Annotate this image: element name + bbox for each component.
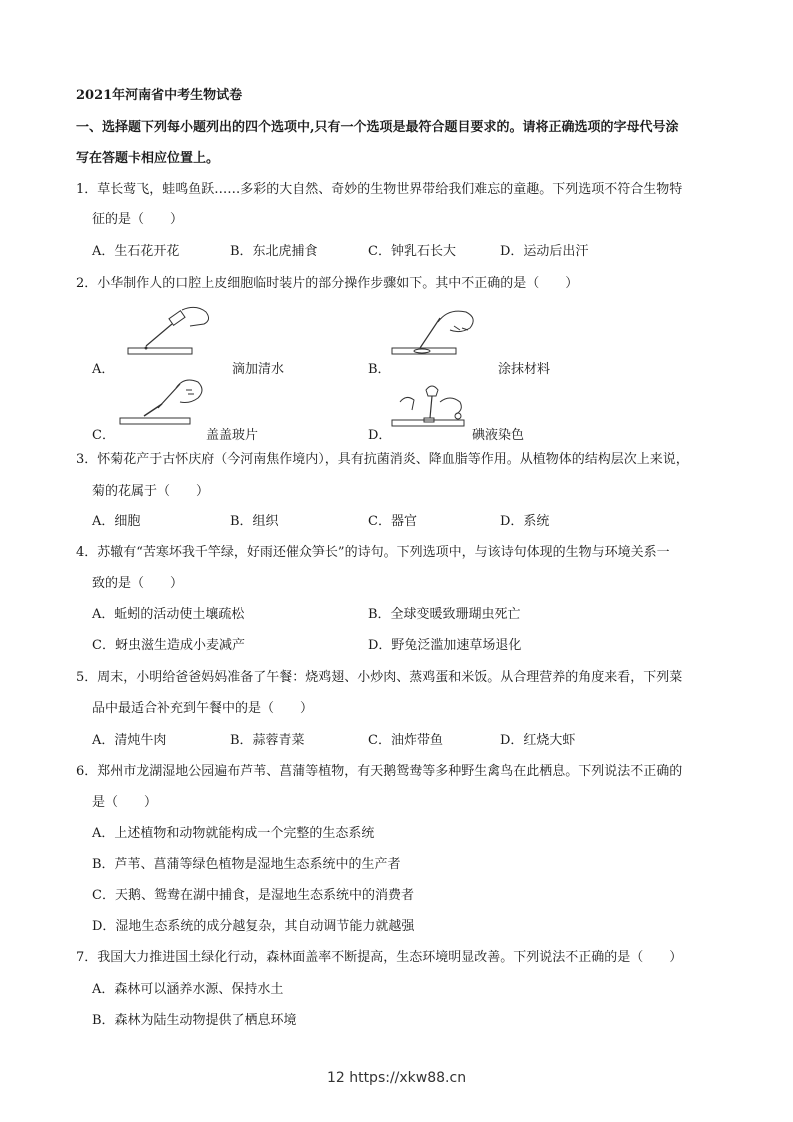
q2-option-d-letter: D．: [368, 428, 392, 443]
question-7-stem-line1: 7．我国大力推进国土绿化行动，森林面盖率不断提高，生态环境明显改善。下列说法不正确的是（ ）: [76, 950, 683, 965]
question-5-stem-line1: 5．周末，小明给爸爸妈妈准备了午餐：烧鸡翅、小炒肉、蒸鸡蛋和米饭。从合理营养的角度来看，下列菜: [76, 670, 683, 685]
option-c: C．钟乳石长大: [368, 244, 456, 259]
question-7-option-a: A．森林可以涵养水源、保持水土: [92, 982, 284, 997]
question-6-option-b: B．芦苇、菖蒲等绿色植物是湿地生态系统中的生产者: [92, 857, 401, 872]
option-d: D．红烧大虾: [500, 733, 576, 748]
option-b: B．组织: [230, 514, 279, 529]
section-instructions-line1: 一、选择题下列每小题列出的四个选项中,只有一个选项是最符合题目要求的。请将正确选项的字母代号涂: [76, 120, 679, 135]
option-b: B．蒜蓉青菜: [230, 733, 305, 748]
q2-option-c-letter: C．: [92, 428, 115, 443]
question-1-stem-line1: 1．草长莺飞，蛙鸣鱼跃……多彩的大自然、奇妙的生物世界带给我们难忘的童趣。下列选项不符合生物特: [76, 182, 683, 197]
question-7-option-b: B．森林为陆生动物提供了栖息环境: [92, 1013, 297, 1028]
option-d: D．系统: [500, 514, 550, 529]
section-instructions-line2: 写在答题卡相应位置上。: [76, 151, 220, 166]
exam-title: 2021年河南省中考生物试卷: [76, 88, 243, 103]
option-a: A．蚯蚓的活动使土壤疏松: [92, 607, 245, 622]
smear-illustration-icon: [390, 302, 490, 362]
q2-option-b-letter: B．: [368, 362, 391, 377]
option-d: D．运动后出汗: [500, 244, 589, 259]
question-6-option-d: D．湿地生态系统的成分越复杂，其自动调节能力就越强: [92, 919, 415, 934]
option-b: B．全球变暖致珊瑚虫死亡: [368, 607, 521, 622]
option-a: A．清炖牛肉: [92, 733, 167, 748]
question-1-stem-line2: 征的是（ ）: [92, 212, 184, 227]
option-c: C．油炸带鱼: [368, 733, 443, 748]
q2-option-a-caption: 滴加清水: [232, 362, 285, 377]
coverslip-illustration-icon: [118, 374, 218, 434]
question-6-option-c: C．天鹅、鸳鸯在湖中捕食，是湿地生态系统中的消费者: [92, 888, 414, 903]
dropper-illustration-icon: [126, 302, 226, 362]
question-2-image-options: [92, 300, 552, 443]
option-a: A．细胞: [92, 514, 141, 529]
q2-option-b-caption: 涂抹材料: [498, 362, 551, 377]
option-a: A．生石花开花: [92, 244, 180, 259]
option-b: B．东北虎捕食: [230, 244, 318, 259]
question-4-stem-line2: 致的是（ ）: [92, 576, 184, 591]
question-6-stem-line1: 6．郑州市龙湖湿地公园遍布芦苇、菖蒲等植物，有天鹅鸳鸯等多种野生禽鸟在此栖息。下列说法不正确的: [76, 764, 683, 779]
question-6-stem-line2: 是（ ）: [92, 795, 158, 810]
question-5-stem-line2: 品中最适合补充到午餐中的是（ ）: [92, 701, 314, 716]
question-2-stem-line1: 2．小华制作人的口腔上皮细胞临时装片的部分操作步骤如下。其中不正确的是（ ）: [76, 276, 579, 291]
q2-option-d-caption: 碘液染色: [472, 428, 525, 443]
option-c: C．器官: [368, 514, 417, 529]
option-d: D．野兔泛滥加速草场退化: [368, 638, 522, 653]
question-3-stem-line2: 菊的花属于（ ）: [92, 484, 210, 499]
page-footer: 12 https://xkw88.cn: [326, 1070, 467, 1086]
question-4-stem-line1: 4．苏辙有“苦寒坏我千竿绿，好雨还催众笋长”的诗句。下列选项中，与该诗句体现的生物与环境关系一: [76, 545, 670, 560]
q2-option-a-letter: A．: [92, 362, 115, 377]
option-c: C．蚜虫滋生造成小麦减产: [92, 638, 245, 653]
question-6-option-a: A．上述植物和动物就能构成一个完整的生态系统: [92, 826, 375, 841]
question-3-stem-line1: 3．怀菊花产于古怀庆府（今河南焦作境内），具有抗菌消炎、降血脂等作用。从植物体的结构层次上来说，: [76, 452, 689, 467]
q2-option-c-caption: 盖盖玻片: [206, 428, 259, 443]
